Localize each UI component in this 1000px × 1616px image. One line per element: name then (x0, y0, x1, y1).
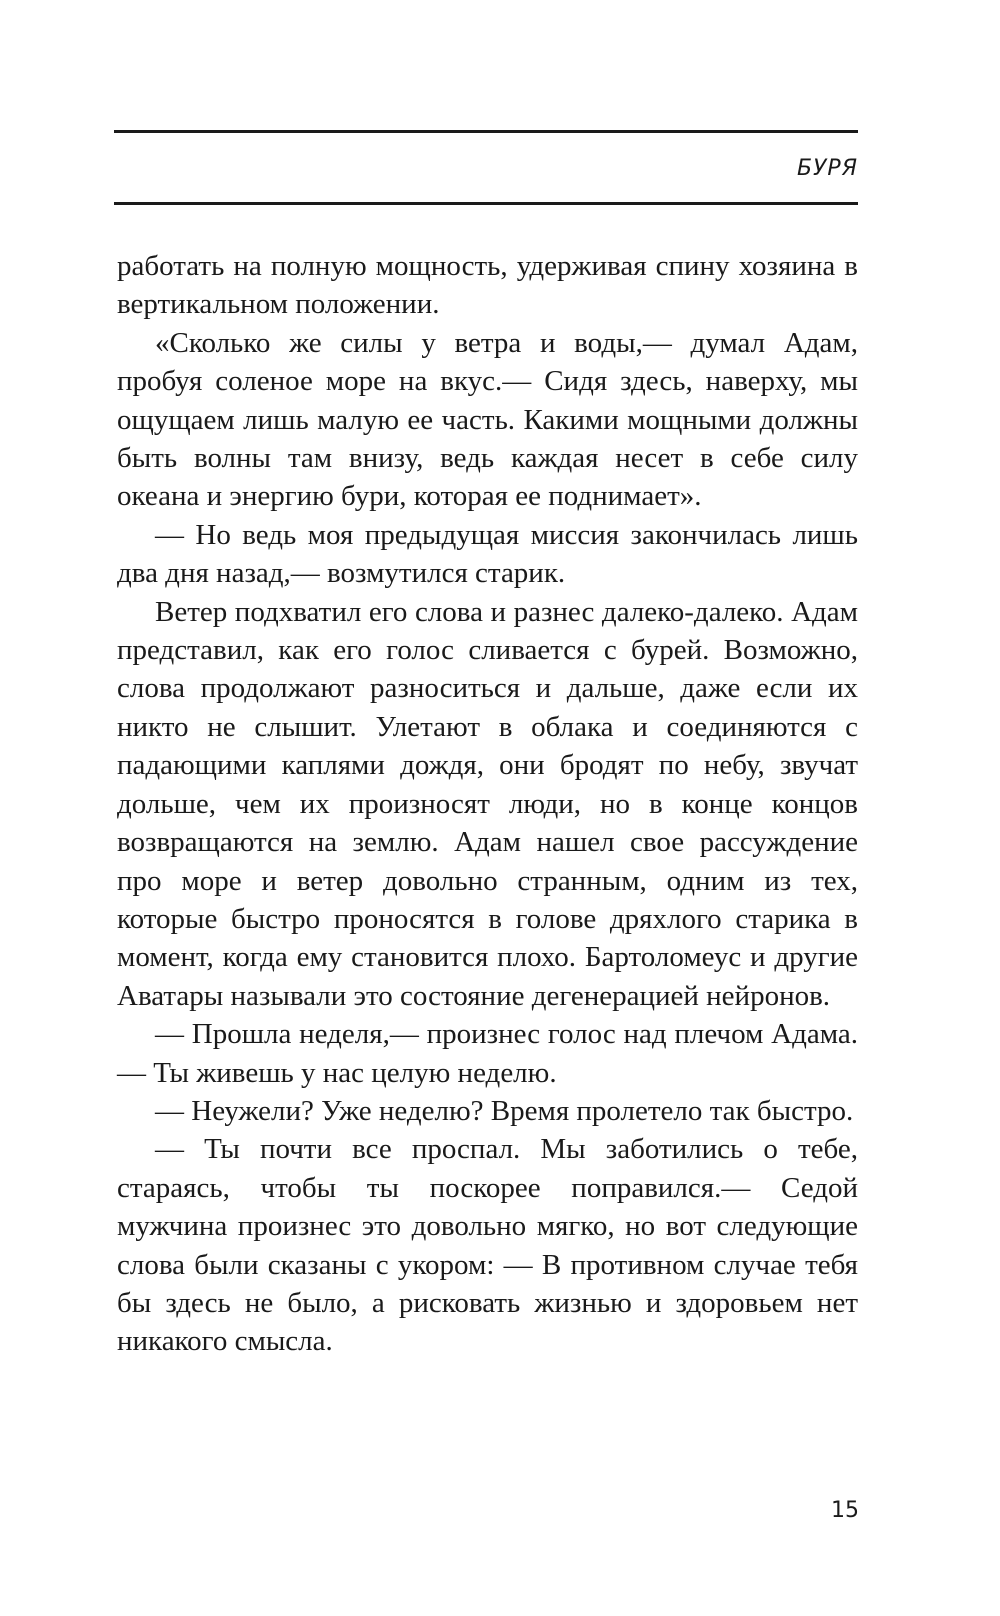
paragraph: — Ты почти все проспал. Мы заботились о тебе, стараясь, чтобы ты поскорее поправился.— Седой мужчина произнес это довольно мягко, но вот следующие слова были сказаны с укором: — В противном случае тебя бы здесь не было, а рисковать жизнью и здоровьем нет никакого смысла. (117, 1133, 858, 1358)
paragraph: — Неужели? Уже неделю? Время пролетело так быстро. (155, 1094, 854, 1127)
paragraph: — Но ведь моя предыдущая миссия закончилась лишь два дня назад,— возмутился старик. (117, 518, 858, 590)
paragraph: — Прошла неделя,— произнес голос над плечом Адама.— Ты живешь у нас целую неделю. (117, 1018, 858, 1089)
header-rule-bottom (114, 202, 858, 205)
body-text (117, 247, 858, 1361)
running-title: БУРЯ (796, 156, 858, 181)
page-number: 15 (831, 1498, 859, 1523)
paragraph: «Сколько же силы у ветра и воды,— думал Адам, пробуя соленое море на вкус.— Сидя здесь, наверху, мы ощущаем лишь малую ее часть. Какими мощными должны быть волны там внизу, ведь каждая несет в себе силу океана и энергию бури, которая ее поднимает». (117, 326, 858, 513)
paragraph-continued: работать на полную мощность, удерживая спину хозяина в вертикальном положении. (117, 250, 858, 321)
paragraph: Ветер подхватил его слова и разнес далеко-далеко. Адам представил, как его голос сливается с бурей. Возможно, слова продолжают разноситься и дальше, даже если их никто не слышит. Улетают в облака и соединяются с падающими каплями дождя, они бродят по небу, звучат дольше, чем их произносят люди, но в конце концов возвращаются на землю. Адам нашел свое рассуждение про море и ветер довольно странным, одним из тех, которые быстро проносятся в голове дряхлого старика в момент, когда ему становится плохо. Бартоломеус и другие Аватары называли это состояние дегенерацией нейронов. (117, 595, 858, 1012)
header-rule-top (114, 130, 858, 133)
